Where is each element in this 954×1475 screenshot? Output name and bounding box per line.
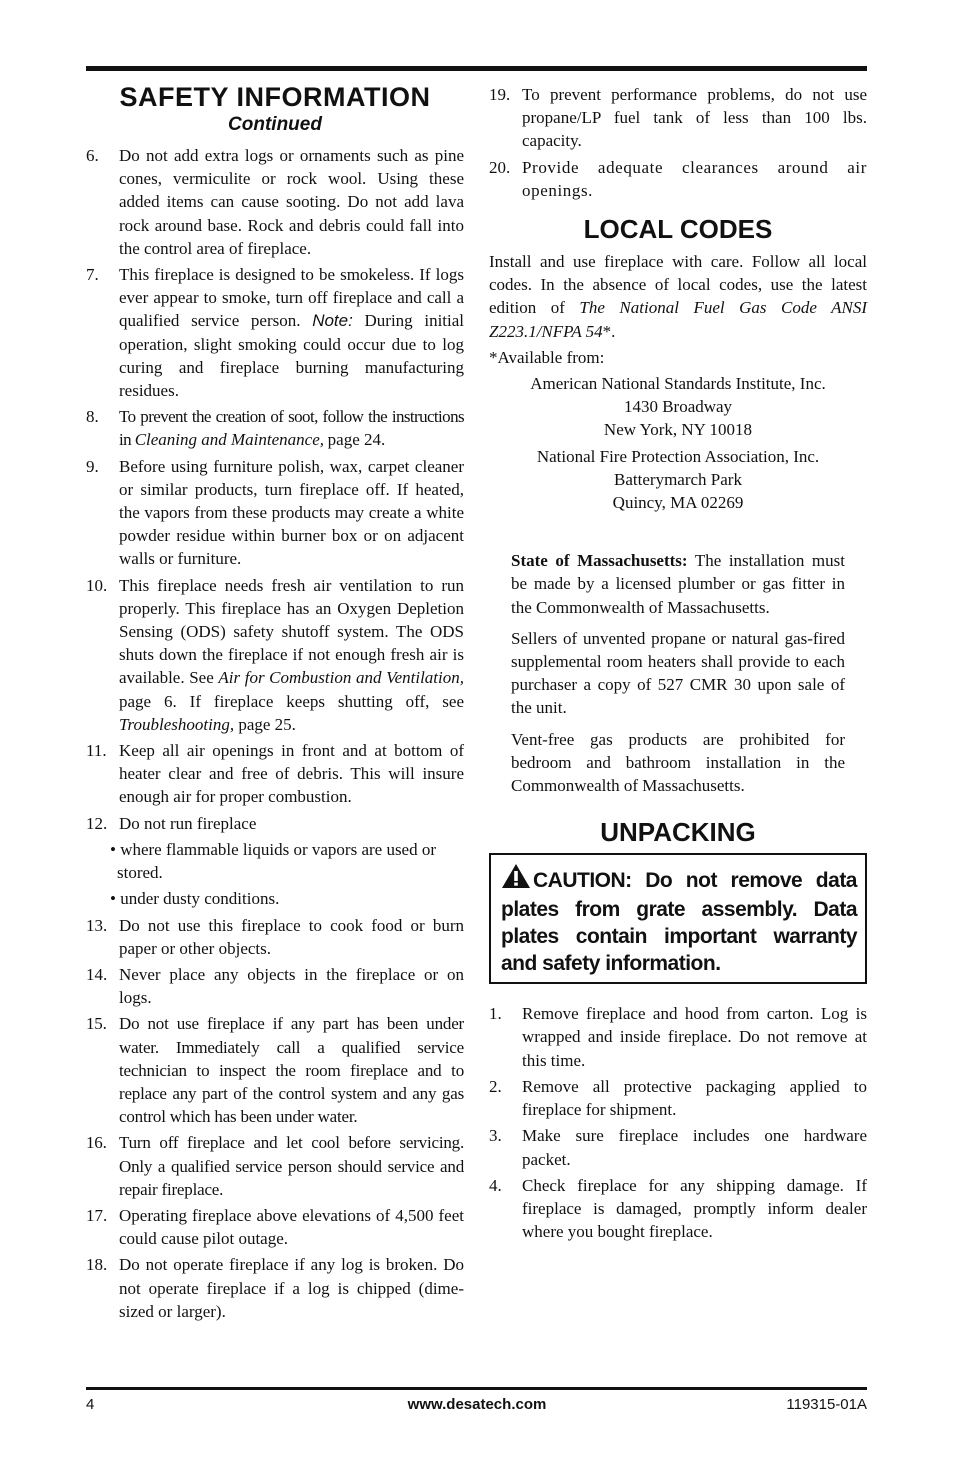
left-column	[86, 80, 464, 1326]
list-item: 9. Before using furniture polish, wax, carpet cleaner or similar products, turn fireplace off. If heated, the vapors from these products may create a white powder residue within burner box or on adjacent walls or furniture.	[86, 456, 464, 569]
list-item: 7. This fireplace is designed to be smokeless. If logs ever appear to smoke, turn off fireplace and call a qualified service person. Note: During initial operation, slight smoking could occur due to log curing and fireplace burning manufacturing residues.	[86, 265, 465, 401]
bullet-item: • under dusty conditions.	[110, 889, 280, 909]
available-from: *Available from:	[489, 347, 605, 367]
list-item: 13. Do not use this fireplace to cook food or burn paper or other objects.	[86, 915, 464, 958]
list-item: 10. This fireplace needs fresh air ventilation to run properly. This fireplace has an Oxygen Depletion Sensing (ODS) safety shutoff system. The ODS shuts down the fireplace if not enough fresh air is available. See Air for Combustion and Ventilation, page 6. If fireplace keeps shutting off, see Troubleshooting, page 25.	[86, 575, 464, 734]
list-item: 17. Operating fireplace above elevations of 4,500 feet could cause pilot outage.	[86, 1205, 464, 1249]
list-item: 1. Remove fireplace and hood from carton. Log is wrapped and inside fireplace. Do not remove at this time.	[489, 1004, 867, 1070]
safety-list	[86, 144, 464, 1323]
list-item: 18. Do not operate fireplace if any log is broken. Do not operate fireplace if a log is chipped (dime-sized or larger).	[86, 1255, 464, 1321]
caution-box	[489, 853, 867, 984]
list-item: 15. Do not use fireplace if any part has been under water. Immediately call a qualified service technician to inspect the room fireplace and to replace any part of the control system and any gas control which has been under water.	[86, 1014, 464, 1127]
list-item: 11. Keep all air openings in front and at bottom of heater clear and free of debris. This will insure enough air for proper combustion.	[86, 741, 464, 807]
massachusetts-note: State of Massachusetts: The installation must be made by a licensed plumber or gas fitter in the Commonwealth of Massachusetts.	[511, 551, 845, 617]
right-column	[489, 83, 867, 1246]
list-item: 4. Check fireplace for any shipping damage. If fireplace is damaged, promptly inform dealer where you bought fireplace.	[489, 1175, 867, 1242]
address-ansi: American National Standards Institute, Inc. 1430 Broadway New York, NY 10018	[530, 374, 826, 440]
website-link[interactable]: www.desatech.com	[407, 1396, 547, 1413]
safety-list-continued	[489, 83, 867, 202]
list-item: 12. Do not run fireplace	[86, 813, 257, 833]
page-number: 4	[86, 1396, 95, 1413]
section-subtitle: Continued	[228, 114, 322, 135]
bottom-rule	[86, 1387, 867, 1390]
vent-free-note: Vent-free gas products are prohibited for bedroom and bathroom installation in the Commonwealth of Massachusetts.	[511, 729, 845, 796]
bullet-item: • where flammable liquids or vapors are used or stored.	[110, 839, 437, 883]
list-item: 20. Provide adequate clearances around air openings.	[489, 157, 867, 200]
document-code: 119315-01A	[786, 1396, 867, 1413]
list-item: 14. Never place any objects in the fireplace or on logs.	[86, 964, 464, 1008]
list-item: 6. Do not add extra logs or ornaments such as pine cones, vermiculite or rock wool. Using these added items can cause sooting. Do not add lava rock around base. Rock and debris could fall into the control area of fireplace.	[86, 146, 464, 258]
list-item: 2. Remove all protective packaging applied to fireplace for shipment.	[489, 1076, 867, 1120]
local-codes-intro: Install and use fireplace with care. Follow all local codes. In the absence of local codes, use the latest edition of The National Fuel Gas Code ANSI Z223.1/NFPA 54*.	[489, 252, 867, 341]
section-title-unpacking: UNPACKING	[600, 817, 756, 848]
caution-text: CAUTION: Do not remove data plates from grate assembly. Data plates contain important warranty and safety information.	[501, 869, 857, 976]
list-item: 3. Make sure fireplace includes one hardware packet.	[489, 1126, 867, 1169]
sellers-note: Sellers of unvented propane or natural gas-fired supplemental room heaters shall provide to each purchaser a copy of 527 CMR 30 upon sale of the unit.	[511, 628, 845, 718]
unpacking-list	[489, 1002, 867, 1243]
section-title-safety: SAFETY INFORMATION	[119, 82, 431, 112]
top-rule	[86, 66, 867, 71]
section-title-local-codes: LOCAL CODES	[583, 214, 773, 245]
list-item: 8. To prevent the creation of soot, follow the instructions in Cleaning and Maintenance, page 24.	[86, 407, 464, 450]
list-item: 19. To prevent performance problems, do not use propane/LP fuel tank of less than 100 lbs. capacity.	[489, 85, 867, 151]
address-nfpa: National Fire Protection Association, Inc. Batterymarch Park Quincy, MA 02269	[536, 446, 820, 513]
list-item: 16. Turn off fireplace and let cool before servicing. Only a qualified service person should service and repair fireplace.	[86, 1133, 464, 1199]
warning-triangle-icon	[501, 863, 531, 896]
note-label: Note:	[312, 311, 353, 331]
